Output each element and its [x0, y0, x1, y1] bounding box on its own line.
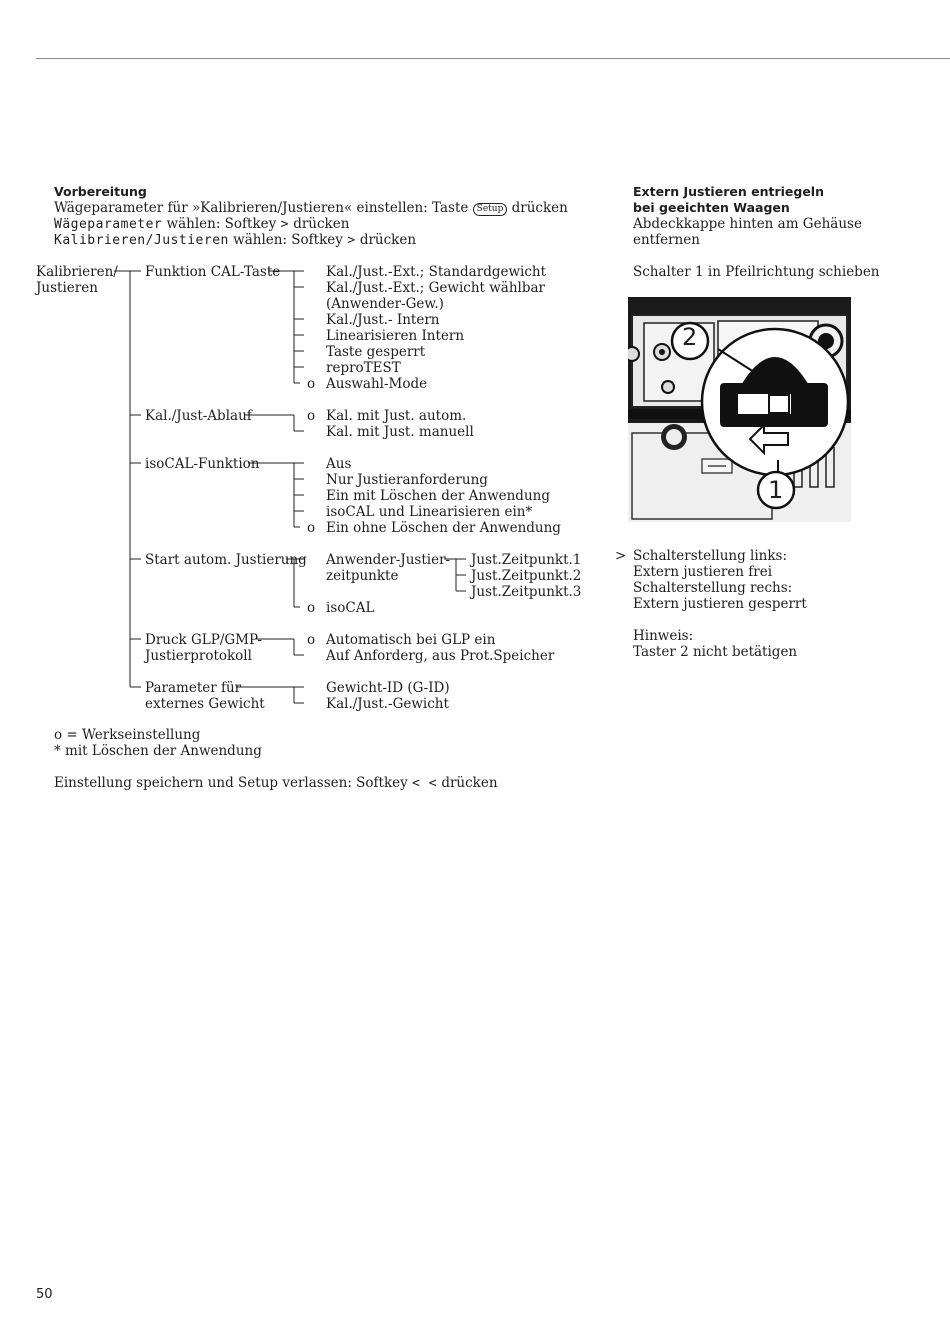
softkey-arrow-icon: > — [280, 217, 289, 232]
default-marker: o — [307, 520, 316, 536]
switch-state-text: Schalterstellung rechs: — [633, 580, 793, 596]
option-item: Just.Zeitpunkt.2 — [471, 568, 582, 584]
branch-glp-print-label: Druck GLP/GMP- — [145, 632, 262, 648]
figure-label-2: 2 — [682, 323, 698, 351]
bullet-marker: > — [615, 548, 627, 564]
menu-code-waegeparameter: Wägeparameter — [54, 217, 163, 232]
save-instruction — [54, 775, 498, 792]
option-item: Linearisieren Intern — [326, 328, 465, 344]
page-number: 50 — [36, 1287, 53, 1302]
option-item: Kal./Just.-Gewicht — [326, 696, 449, 712]
save-instruction-end: drücken — [437, 775, 498, 791]
right-text: Abdeckkappe hinten am Gehäuse — [633, 216, 862, 232]
option-item: Auswahl-Mode — [326, 376, 428, 392]
tree-root-label: Kalibrieren/ — [36, 264, 118, 280]
option-item: reproTEST — [326, 360, 401, 376]
option-item: (Anwender-Gew.) — [326, 296, 444, 312]
option-item: Aus — [326, 456, 352, 472]
option-item: Taste gesperrt — [326, 344, 426, 360]
default-marker: o — [307, 600, 316, 616]
branch-ext-weight-label-2: externes Gewicht — [145, 696, 265, 712]
right-text-2: entfernen — [633, 232, 700, 248]
option-item: Just.Zeitpunkt.1 — [471, 552, 582, 568]
option-item: Automatisch bei GLP ein — [326, 632, 496, 648]
switch-state-text: Schalterstellung links: — [633, 548, 788, 564]
branch-glp-print-label-2: Justierprotokoll — [145, 648, 252, 664]
softkey-back-arrows-icon: < < — [412, 776, 438, 791]
prep-line-2-end: drücken — [288, 216, 350, 232]
branch-auto-cal-label: Start autom. Justierung — [145, 552, 307, 568]
option-item: Ein ohne Löschen der Anwendung — [326, 520, 561, 536]
figure-label-1: 1 — [768, 476, 784, 504]
option-item: Kal. mit Just. manuell — [326, 424, 474, 440]
branch-cal-sequence-label: Kal./Just-Ablauf — [145, 408, 252, 424]
option-item: Kal. mit Just. autom. — [326, 408, 467, 424]
default-marker: o — [307, 632, 316, 648]
prep-line-3-end: drücken — [355, 232, 417, 248]
menu-code-kalibrieren: Kalibrieren/Justieren — [54, 233, 229, 248]
prep-line-1-end: drücken — [507, 200, 568, 216]
branch-isocal-label: isoCAL-Funktion — [145, 456, 260, 472]
option-item: Gewicht-ID (G-ID) — [326, 680, 450, 696]
sub-branch-label-2: zeitpunkte — [326, 568, 399, 584]
right-heading: Extern Justieren entriegeln — [633, 184, 824, 199]
option-item: Kal./Just.-Ext.; Gewicht wählbar — [326, 280, 546, 296]
prep-line-3-text: wählen: Softkey — [228, 232, 348, 248]
note-text: Taster 2 nicht betätigen — [633, 644, 798, 660]
option-item: Ein mit Löschen der Anwendung — [326, 488, 550, 504]
option-item: Kal./Just.- Intern — [326, 312, 440, 328]
branch-ext-weight-label: Parameter für — [145, 680, 242, 696]
sub-branch-label: Anwender-Justier- — [326, 552, 451, 568]
prep-line-2-text: wählen: Softkey — [162, 216, 281, 232]
legend-asterisk: * mit Löschen der Anwendung — [54, 743, 262, 759]
option-item: isoCAL — [326, 600, 375, 616]
right-heading-2: bei geeichten Waagen — [633, 200, 790, 215]
save-instruction-text: Einstellung speichern und Setup verlassen: Softkey — [54, 775, 413, 791]
legend-default: o = Werkseinstellung — [54, 727, 201, 743]
option-item: Auf Anforderg, aus Prot.Speicher — [326, 648, 555, 664]
option-item: Kal./Just.-Ext.; Standardgewicht — [326, 264, 547, 280]
softkey-arrow-icon: > — [347, 233, 356, 248]
switch-state-text: Extern justieren frei — [633, 564, 773, 580]
prep-line-1-text: Wägeparameter für »Kalibrieren/Justieren« einstellen: Taste — [54, 200, 473, 216]
setup-key-icon: Setup — [473, 203, 508, 216]
right-switch-instruction: Schalter 1 in Pfeilrichtung schieben — [633, 264, 880, 280]
switch-state-text: Extern justieren gesperrt — [633, 596, 807, 612]
prep-heading: Vorbereitung — [54, 184, 147, 199]
option-item: isoCAL und Linearisieren ein* — [326, 504, 533, 520]
default-marker: o — [307, 408, 316, 424]
switch-illustration — [628, 297, 851, 522]
option-item: Just.Zeitpunkt.3 — [471, 584, 582, 600]
option-item: Nur Justieranforderung — [326, 472, 488, 488]
note-heading: Hinweis: — [633, 628, 694, 644]
branch-cal-key-label: Funktion CAL-Taste — [145, 264, 281, 280]
default-marker: o — [307, 376, 316, 392]
tree-root-label-2: Justieren — [36, 280, 98, 296]
